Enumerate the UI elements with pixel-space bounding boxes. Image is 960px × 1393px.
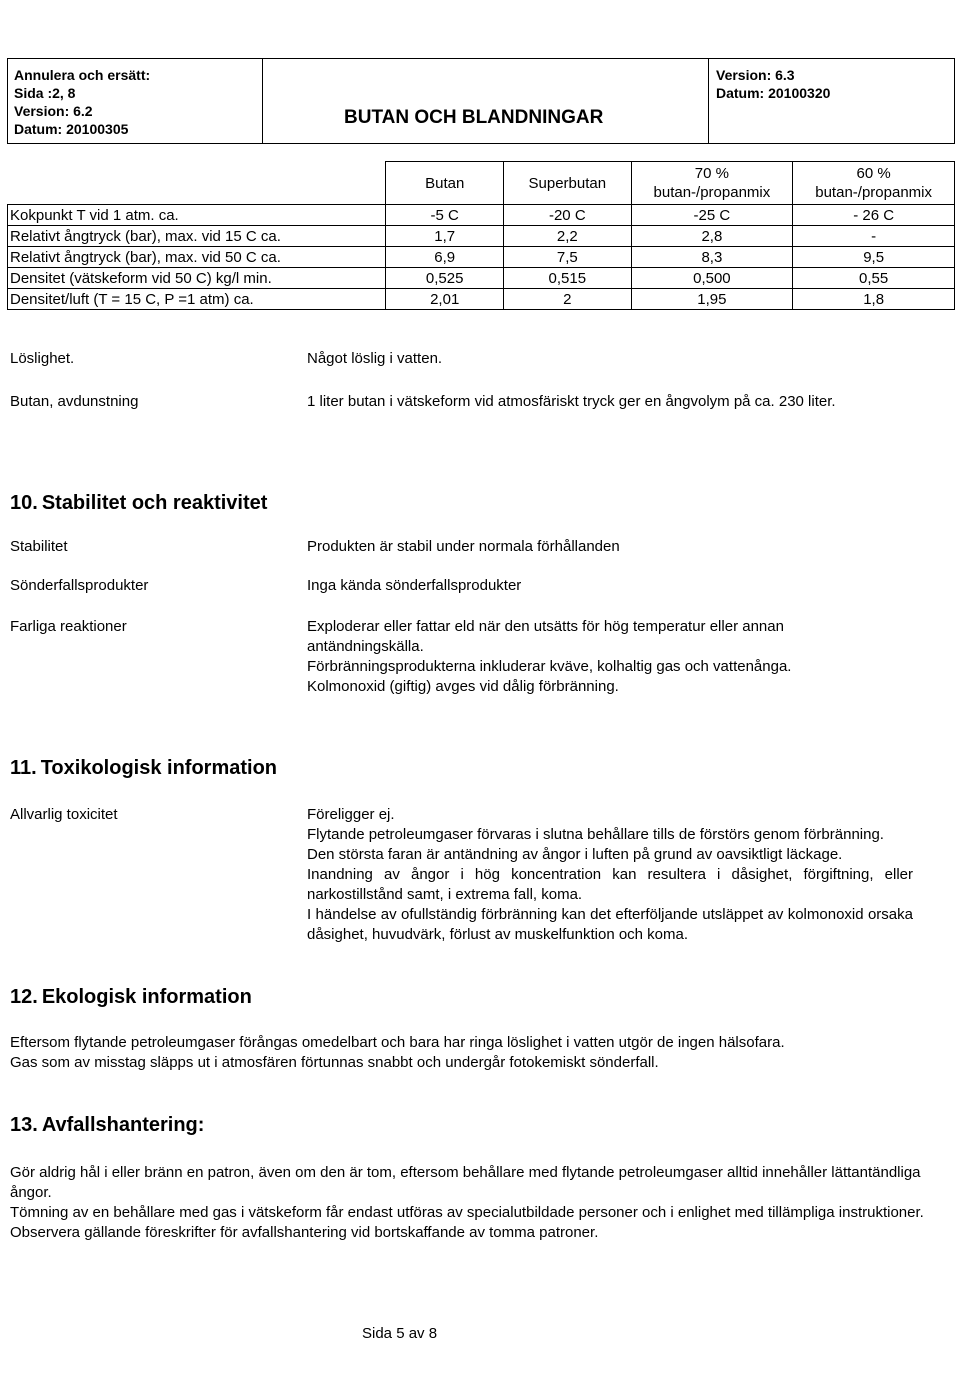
ecological-text: Eftersom flytande petroleumgaser förångas omedelbart och bara har ringa löslighet i vatten utgör de ingen hälsofara. Gas som av misstag släpps ut i atmosfären förtunnas snabbt och undergår fotokemiskt sönderfall. bbox=[10, 1034, 785, 1071]
header-left-line: Sida :2, 8 bbox=[14, 85, 76, 101]
section-10-heading bbox=[10, 492, 267, 515]
table-header-row bbox=[8, 162, 955, 205]
row-label: Kokpunkt T vid 1 atm. ca. bbox=[8, 205, 386, 226]
section-number: 10. bbox=[10, 492, 38, 514]
table-cell: 6,9 bbox=[386, 247, 504, 268]
column-header: 60 % butan-/propanmix bbox=[793, 162, 955, 205]
table-cell: 0,515 bbox=[504, 268, 631, 289]
table-cell: 2 bbox=[504, 289, 631, 310]
decomposition-value: Inga kända sönderfallsprodukter bbox=[307, 577, 522, 594]
column-header: Butan bbox=[386, 162, 504, 205]
table-cell: 1,8 bbox=[793, 289, 955, 310]
table-row bbox=[8, 205, 955, 226]
toxicity-paragraph: I händelse av ofullständig förbränning kan det efterföljande utsläppet av kolmonoxid orsaka dåsighet, huvudvärk, förlust av muskelfunktion och koma. bbox=[307, 906, 913, 943]
section-title: Avfallshantering: bbox=[41, 1114, 205, 1136]
table-corner bbox=[8, 162, 386, 205]
row-label: Densitet (vätskeform vid 50 C) kg/l min. bbox=[8, 268, 386, 289]
hazardous-reactions-value: Exploderar eller fattar eld när den utsätts för hög temperatur eller annan antändningskälla. Förbränningsprodukterna inkluderar kväve, kolhaltig gas och vattenånga. Kolmonoxid (giftig) avges vid dålig förbränning. bbox=[307, 618, 792, 695]
table-cell: - bbox=[793, 226, 955, 247]
table-cell: -25 C bbox=[631, 205, 793, 226]
table-cell: - 26 C bbox=[793, 205, 955, 226]
header-previous-version bbox=[8, 59, 263, 143]
stability-label: Stabilitet bbox=[10, 538, 68, 555]
header-right-line: Datum: 20100320 bbox=[716, 85, 831, 101]
document-title: BUTAN OCH BLANDNINGAR bbox=[344, 107, 604, 128]
stability-value: Produkten är stabil under normala förhållanden bbox=[307, 538, 620, 555]
table-cell: 8,3 bbox=[631, 247, 793, 268]
header-left-line: Datum: 20100305 bbox=[14, 121, 129, 137]
table-cell: 0,525 bbox=[386, 268, 504, 289]
toxicity-paragraph: Inandning av ångor i hög koncentration kan resultera i dåsighet, förgiftning, eller narkostillstånd samt, i extrema fall, koma. bbox=[307, 866, 913, 903]
table-cell: -20 C bbox=[504, 205, 631, 226]
header-right-line: Version: 6.3 bbox=[716, 67, 795, 83]
table-cell: 1,7 bbox=[386, 226, 504, 247]
header-left-line: Version: 6.2 bbox=[14, 103, 93, 119]
page-number: Sida 5 av 8 bbox=[362, 1325, 438, 1342]
table-row bbox=[8, 289, 955, 310]
header-left-line: Annulera och ersätt: bbox=[14, 67, 151, 83]
table-cell: 1,95 bbox=[631, 289, 793, 310]
header-title-cell bbox=[263, 59, 709, 143]
table-cell: 2,2 bbox=[504, 226, 631, 247]
hazardous-reactions-label: Farliga reaktioner bbox=[10, 618, 127, 635]
table-cell: -5 C bbox=[386, 205, 504, 226]
table-cell: 9,5 bbox=[793, 247, 955, 268]
table-cell: 2,01 bbox=[386, 289, 504, 310]
table-row bbox=[8, 268, 955, 289]
evaporation-label: Butan, avdunstning bbox=[10, 393, 139, 410]
section-number: 13. bbox=[10, 1114, 38, 1136]
evaporation-value: 1 liter butan i vätskeform vid atmosfäriskt tryck ger en ångvolym på ca. 230 liter. bbox=[307, 393, 836, 410]
toxicity-paragraph: Flytande petroleumgaser förvaras i slutna behållare tills de förstörs genom förbränning. bbox=[307, 826, 884, 843]
table-cell: 0,55 bbox=[793, 268, 955, 289]
section-12-heading bbox=[10, 986, 252, 1009]
table-cell: 0,500 bbox=[631, 268, 793, 289]
section-13-heading bbox=[10, 1114, 204, 1137]
row-label: Densitet/luft (T = 15 C, P =1 atm) ca. bbox=[8, 289, 386, 310]
solubility-label: Löslighet. bbox=[10, 350, 75, 367]
header-current-version bbox=[709, 59, 954, 143]
section-title: Stabilitet och reaktivitet bbox=[41, 492, 268, 514]
document-header bbox=[7, 58, 955, 144]
section-title: Toxikologisk information bbox=[40, 757, 278, 779]
disposal-text: Gör aldrig hål i eller bränn en patron, även om den är tom, eftersom behållare med flytande petroleumgaser alltid innehåller lättantändliga ångor. Tömning av en behållare med gas i vätskeform får endast utföras av specialutbildade personer och i enlighet med tillämpliga instruktioner. Observera gällande föreskrifter för avfallshantering vid bortskaffande av tomma patroner. bbox=[10, 1164, 924, 1241]
table-row bbox=[8, 226, 955, 247]
table-cell: 2,8 bbox=[631, 226, 793, 247]
section-number: 12. bbox=[10, 986, 38, 1008]
toxicity-paragraph: Den största faran är antändning av ångor i luften på grund av oavsiktligt läckage. bbox=[307, 846, 843, 863]
section-11-heading bbox=[10, 757, 277, 780]
table-row bbox=[8, 247, 955, 268]
decomposition-label: Sönderfallsprodukter bbox=[10, 577, 149, 594]
acute-toxicity-label: Allvarlig toxicitet bbox=[10, 806, 118, 823]
toxicity-paragraph: Föreligger ej. bbox=[307, 806, 395, 823]
section-title: Ekologisk information bbox=[41, 986, 252, 1008]
row-label: Relativt ångtryck (bar), max. vid 15 C ca. bbox=[8, 226, 386, 247]
section-number: 11. bbox=[10, 757, 37, 779]
toxicity-text bbox=[307, 805, 913, 945]
row-label: Relativt ångtryck (bar), max. vid 50 C ca. bbox=[8, 247, 386, 268]
column-header: 70 % butan-/propanmix bbox=[631, 162, 793, 205]
table-cell: 7,5 bbox=[504, 247, 631, 268]
properties-table bbox=[7, 161, 955, 310]
column-header: Superbutan bbox=[504, 162, 631, 205]
solubility-value: Något löslig i vatten. bbox=[307, 350, 443, 367]
